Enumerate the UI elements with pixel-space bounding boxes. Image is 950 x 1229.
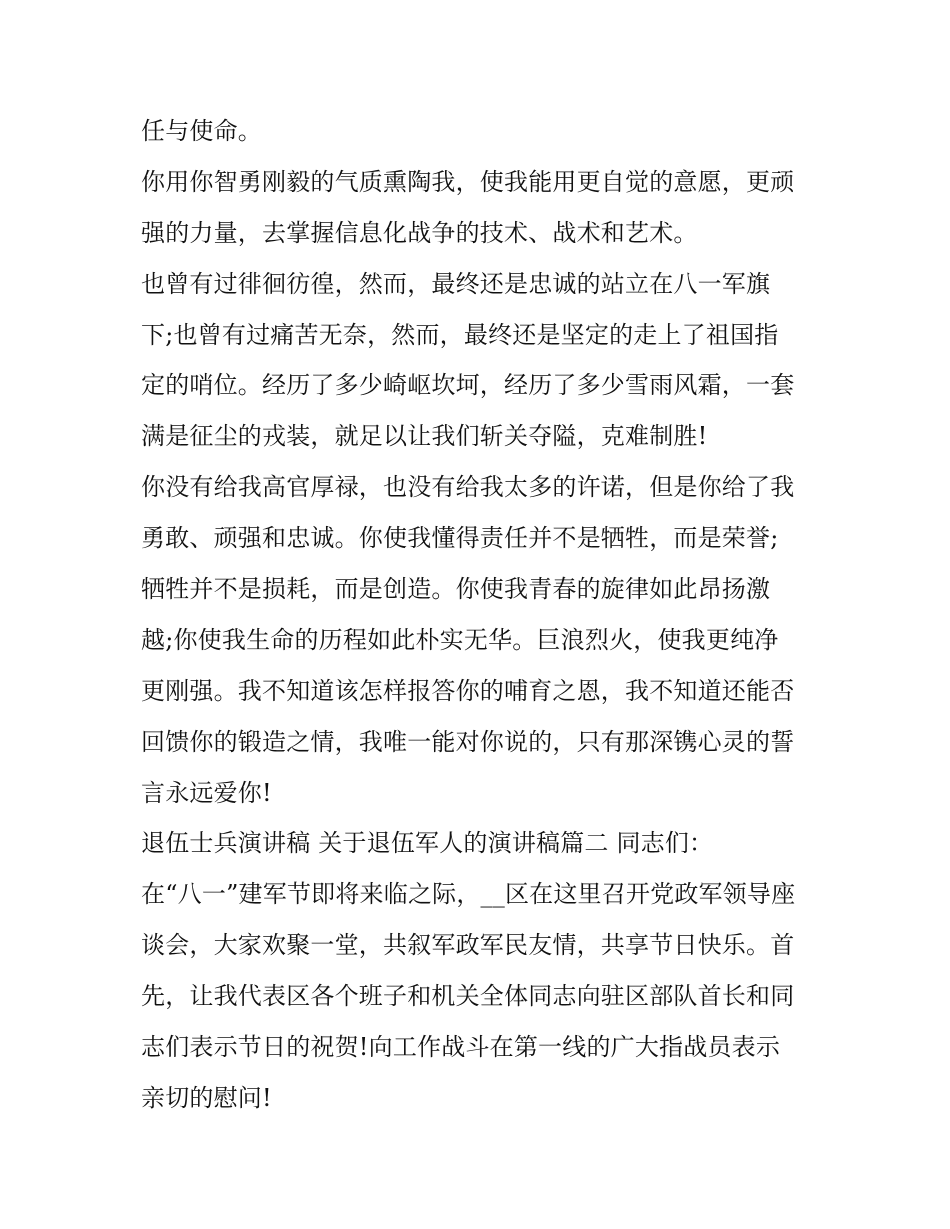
text-line: 更刚强。我不知道该怎样报答你的哺育之恩，我不知道还能否 [141,676,795,705]
text-line: 强的力量，去掌握信息化战争的技术、战术和艺术。 [141,218,698,247]
text-line: 你用你智勇刚毅的气质熏陶我，使我能用更自觉的意愿，更顽 [141,167,795,196]
section-heading: 退伍士兵演讲稿 关于退伍军人的演讲稿篇二 同志们： [141,829,714,858]
text-line: 也曾有过徘徊彷徨，然而，最终还是忠诚的站立在八一军旗 [141,269,771,298]
document-body [141,106,831,1124]
text-line: 在“八一”建军节即将来临之际，__区在这里召开党政军领导座 [141,880,796,909]
text-line: 先，让我代表区各个班子和机关全体同志向驻区部队首长和同 [141,982,795,1011]
text-line: 亲切的慰问! [141,1083,272,1112]
text-line: 任与使命。 [141,117,262,145]
text-line: 下;也曾有过痛苦无奈，然而，最终还是坚定的走上了祖国指 [141,320,779,349]
text-line: 回馈你的锻造之情，我唯一能对你说的，只有那深镌心灵的誓 [141,727,795,756]
text-line: 你没有给我高官厚禄，也没有给我太多的许诺，但是你给了我 [141,473,795,502]
text-line: 越;你使我生命的历程如此朴实无华。巨浪烈火，使我更纯净 [141,625,779,654]
text-line: 牺牲并不是损耗，而是创造。你使我青春的旋律如此昂扬激 [141,575,771,604]
text-line: 谈会，大家欢聚一堂，共叙军政军民友情，共享节日快乐。首 [141,931,795,960]
text-line: 满是征尘的戎装，就足以让我们斩关夺隘，克难制胜! [141,422,708,451]
text-line: 勇敢、顽强和忠诚。你使我懂得责任并不是牺牲，而是荣誉; [141,524,779,553]
text-line: 言永远爱你! [141,778,272,807]
text-line: 定的哨位。经历了多少崎岖坎坷，经历了多少雪雨风霜，一套 [141,371,795,400]
text-line: 志们表示节日的祝贺!向工作战斗在第一线的广大指战员表示 [141,1033,781,1062]
